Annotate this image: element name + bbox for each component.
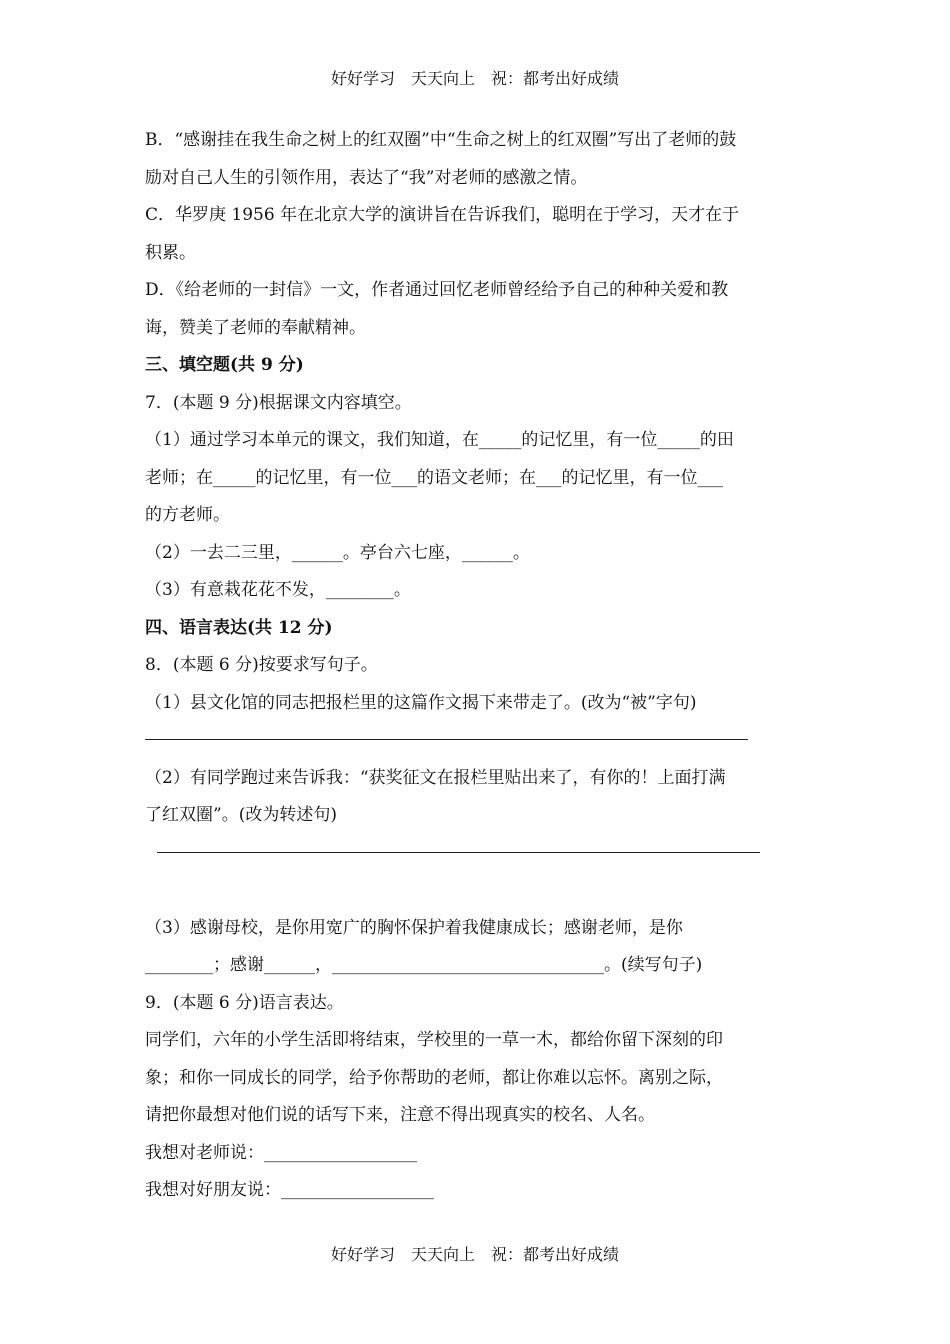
text-line: （3）感谢母校，是你用宽广的胸怀保护着我健康成长；感谢老师，是你 — [145, 917, 683, 938]
answer-line-8-2[interactable] — [157, 852, 760, 853]
text-line: 了红双圈”。(改为转述句) — [145, 805, 337, 825]
text-line: 诲，赞美了老师的奉献精神。 — [145, 317, 366, 338]
text-line: 我想对老师说：__________________ — [145, 1142, 417, 1163]
text-line: （2）有同学跑过来告诉我：“获奖征文在报栏里贴出来了，有你的！上面打满 — [145, 767, 726, 788]
text-line: （2）一去二三里，______。亭台六七座，______。 — [145, 542, 530, 563]
text-line: （1）通过学习本单元的课文，我们知道，在_____的记忆里，有一位_____的田 — [145, 430, 734, 450]
text-line: 7．(本题 9 分)根据课文内容填空。 — [145, 392, 412, 413]
page-footer: 好好学习 天天向上 祝：都考出好成绩 — [330, 1245, 619, 1264]
text-line: D．《给老师的一封信》一文，作者通过回忆老师曾经给予自己的种种关爱和教 — [145, 280, 729, 300]
text-line: （1）县文化馆的同志把报栏里的这篇作文揭下来带走了。(改为“被”字句) — [145, 692, 697, 713]
text-line — [145, 835, 825, 873]
text-line: 象；和你一同成长的同学，给予你帮助的老师，都让你难以忘怀。离别之际， — [145, 1067, 723, 1088]
page-header: 好好学习 天天向上 祝：都考出好成绩 — [330, 69, 619, 88]
text-line: 我想对好朋友说：__________________ — [145, 1180, 434, 1200]
text-line: ________；感谢______，________________________________。(续写句子) — [145, 955, 703, 975]
text-line: （3）有意栽花花不发，________。 — [145, 580, 411, 600]
section-heading: 三、填空题(共 9 分) — [145, 355, 304, 375]
section-heading: 四、语言表达(共 12 分) — [145, 617, 333, 638]
text-line: 的方老师。 — [145, 505, 230, 525]
text-line: 请把你最想对他们说的话写下来，注意不得出现真实的校名、人名。 — [145, 1105, 655, 1125]
answer-line-8-1[interactable] — [145, 739, 748, 740]
text-line: 同学们，六年的小学生活即将结束，学校里的一草一木，都给你留下深刻的印 — [145, 1030, 723, 1050]
text-line: 8．(本题 6 分)按要求写句子。 — [145, 655, 378, 675]
text-line: B．“感谢挂在我生命之树上的红双圈”中“生命之树上的红双圈”写出了老师的鼓 — [145, 130, 737, 150]
text-line: 老师；在_____的记忆里，有一位___的语文老师；在___的记忆里，有一位___ — [145, 467, 723, 488]
text-line: 励对自己人生的引领作用，表达了“我”对老师的感激之情。 — [145, 167, 588, 188]
document-body — [145, 122, 825, 1210]
text-line — [145, 722, 825, 760]
text-line: C．华罗庚 1956 年在北京大学的演讲旨在告诉我们，聪明在于学习，天才在于 — [145, 205, 740, 225]
text-line — [145, 872, 825, 910]
text-line: 9．(本题 6 分)语言表达。 — [145, 992, 344, 1013]
text-line: 积累。 — [145, 242, 196, 263]
